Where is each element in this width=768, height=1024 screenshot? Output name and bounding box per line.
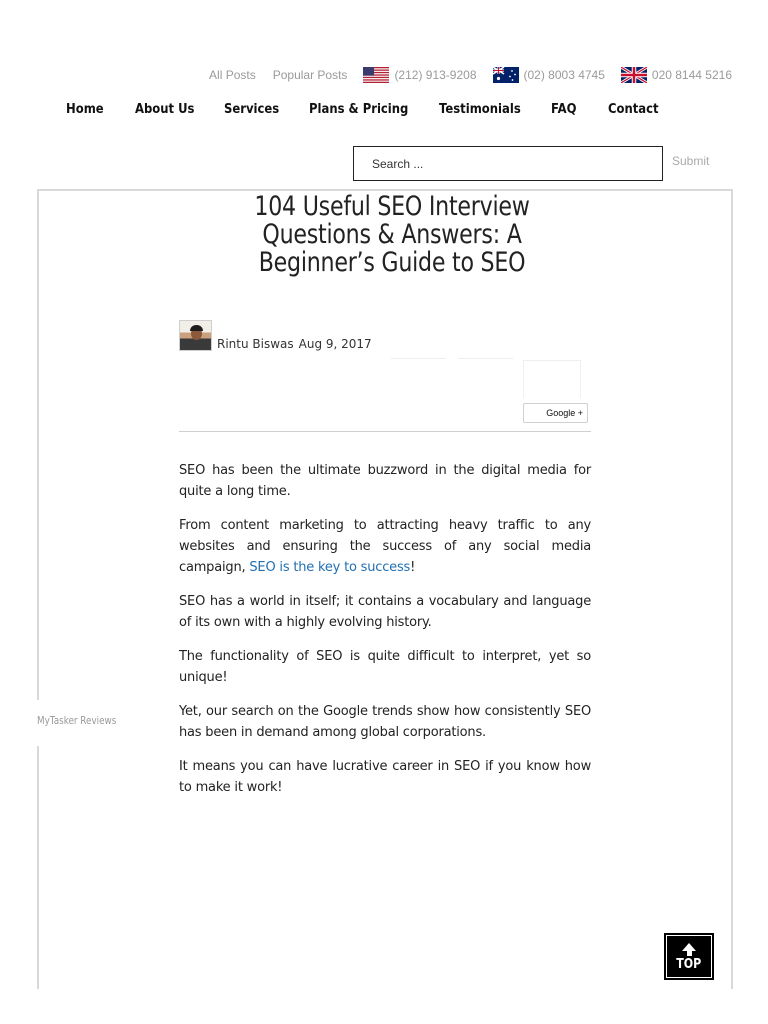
- back-to-top-label: TOP: [676, 957, 702, 972]
- phone-au[interactable]: [493, 67, 605, 83]
- arrow-up-icon: [682, 943, 696, 951]
- main-nav: [0, 101, 768, 123]
- google-plus-label: Google +: [546, 408, 583, 418]
- mytasker-reviews-tab[interactable]: MyTasker Reviews: [37, 714, 117, 727]
- nav-item-about-us[interactable]: About Us: [135, 101, 195, 117]
- paragraph: Yet, our search on the Google trends show how consistently SEO has been in demand among global corporations.: [179, 704, 591, 740]
- share-widget-placeholder: [458, 358, 513, 360]
- author-name[interactable]: Rintu Biswas: [217, 337, 294, 351]
- nav-item-home[interactable]: Home: [66, 101, 104, 117]
- google-plus-share-button[interactable]: [523, 403, 588, 423]
- paragraph: The functionality of SEO is quite difficult to interpret, yet so unique!: [179, 649, 591, 685]
- phone-us-number: (212) 913-9208: [394, 68, 477, 82]
- share-widget-placeholder: [523, 360, 581, 398]
- post-date: Aug 9, 2017: [298, 337, 372, 351]
- share-widget-placeholder: [391, 358, 446, 360]
- paragraph-text: !: [410, 560, 416, 575]
- divider: [179, 431, 591, 432]
- paragraph: SEO has a world in itself; it contains a vocabulary and language of its own with a highly evolving history.: [179, 594, 591, 630]
- nav-item-plans-pricing[interactable]: Plans & Pricing: [309, 101, 409, 117]
- post-title: 104 Useful SEO Interview Questions & Answers: A Beginner’s Guide to SEO: [254, 191, 530, 278]
- au-flag-icon: [493, 67, 519, 83]
- us-flag-icon: [363, 67, 389, 83]
- search-submit-button[interactable]: Submit: [672, 154, 710, 168]
- all-posts-link[interactable]: All Posts: [209, 68, 256, 82]
- search-input[interactable]: [353, 146, 663, 181]
- nav-item-services[interactable]: Services: [224, 101, 280, 117]
- paragraph: [179, 515, 591, 578]
- phone-uk[interactable]: [621, 67, 732, 83]
- back-to-top-button[interactable]: [664, 933, 714, 980]
- popular-posts-link[interactable]: Popular Posts: [272, 68, 348, 82]
- post-meta: [179, 320, 372, 351]
- topbar: [209, 66, 732, 84]
- phone-us[interactable]: [363, 67, 476, 83]
- paragraph: It means you can have lucrative career in SEO if you know how to make it work!: [179, 759, 591, 795]
- nav-item-faq[interactable]: FAQ: [551, 101, 577, 117]
- nav-item-testimonials[interactable]: Testimonials: [439, 101, 521, 117]
- nav-item-contact[interactable]: Contact: [608, 101, 659, 117]
- avatar[interactable]: [179, 320, 212, 351]
- phone-uk-number: 020 8144 5216: [651, 68, 732, 82]
- paragraph: SEO has been the ultimate buzzword in the digital media for quite a long time.: [179, 463, 591, 499]
- article-body: [179, 460, 591, 811]
- phone-au-number: (02) 8003 4745: [523, 68, 605, 82]
- uk-flag-icon: [621, 67, 647, 83]
- seo-success-link[interactable]: SEO is the key to success: [249, 560, 411, 575]
- paragraph-text: From content marketing to attracting heavy traffic to any websites and ensuring the success of any social media campaign,: [179, 518, 591, 575]
